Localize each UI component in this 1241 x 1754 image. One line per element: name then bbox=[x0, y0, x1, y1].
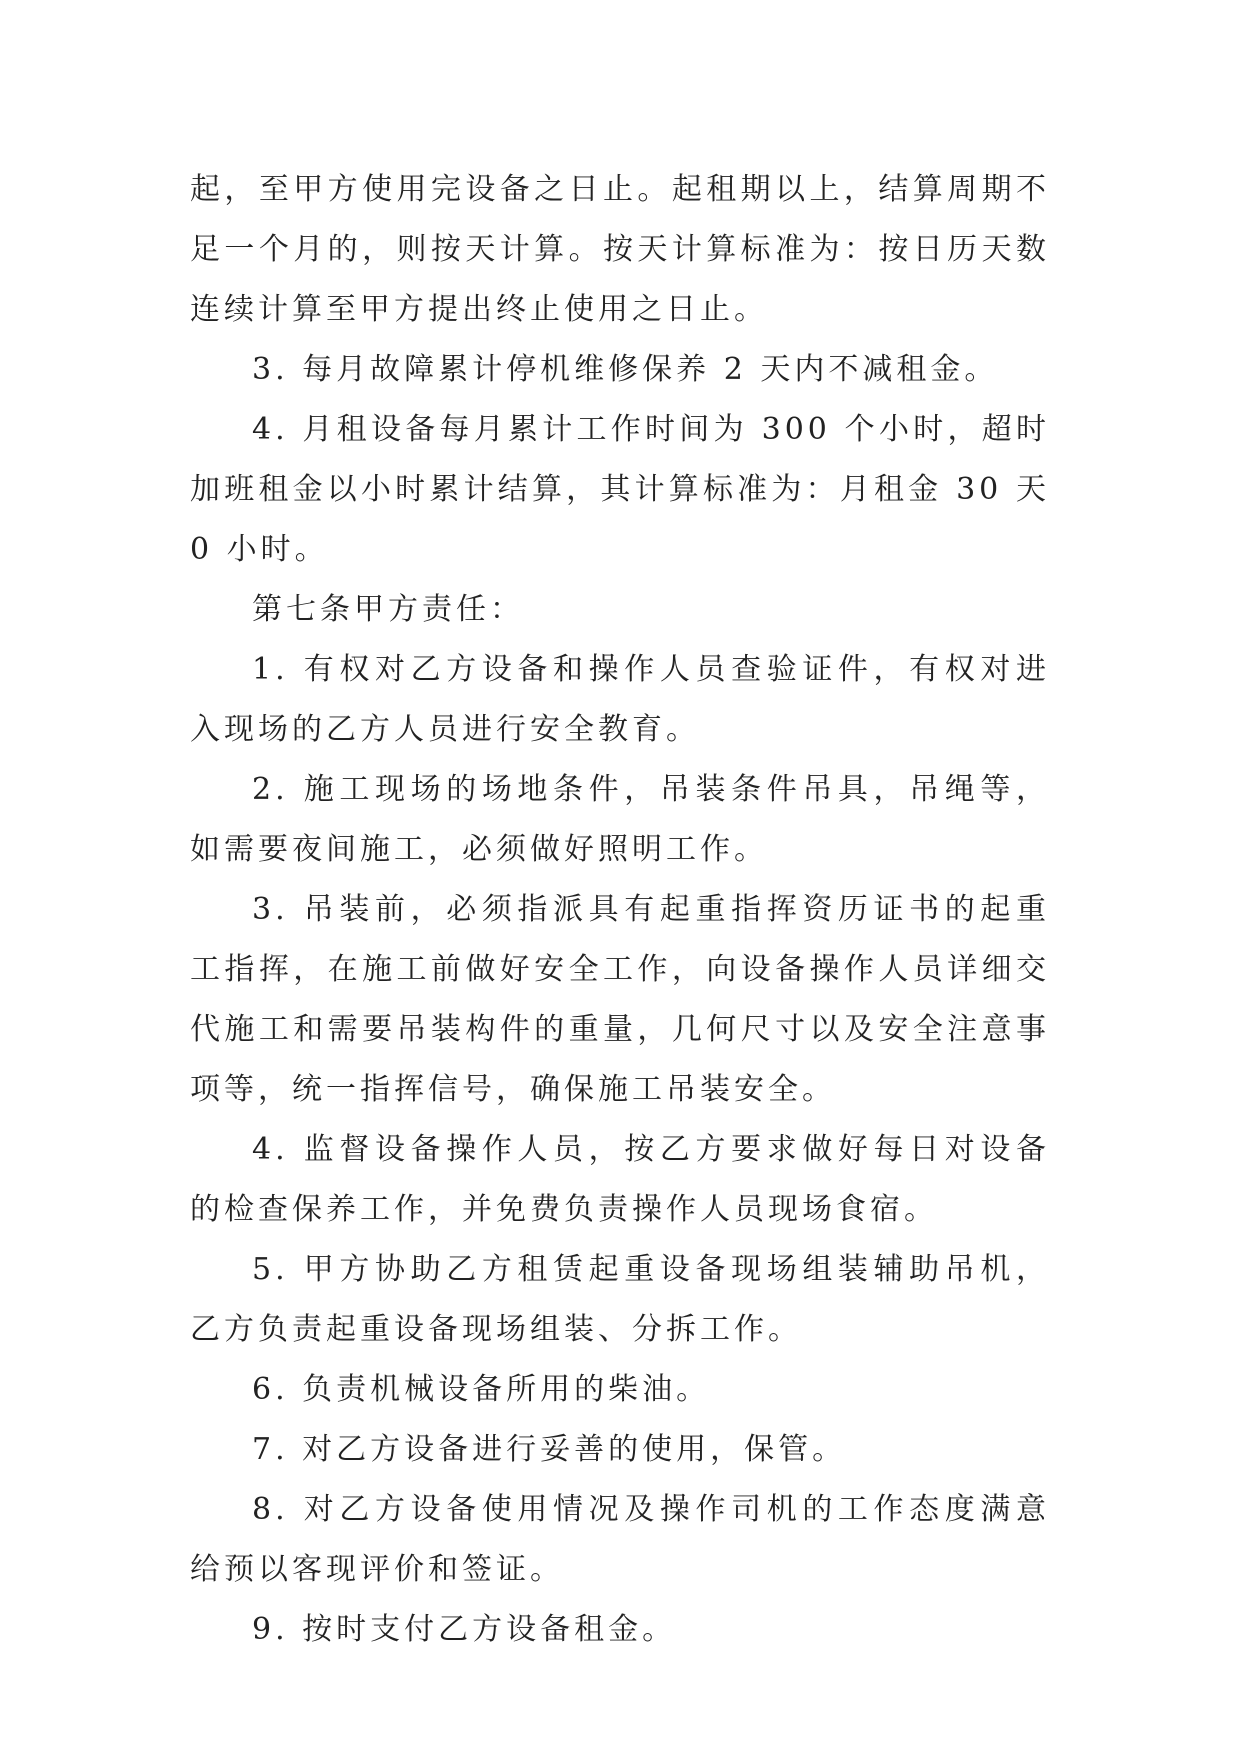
paragraph-duty-8: 8. 对乙方设备使用情况及操作司机的工作态度满意给预以客现评价和签证。 bbox=[190, 1492, 1050, 1587]
paragraph-item-4: 4. 月租设备每月累计工作时间为 300 个小时，超时加班租金以小时累计结算，其计算标准为：月租金 30 天 0 小时。 bbox=[190, 412, 1050, 567]
paragraph-duty-3: 3. 吊装前，必须指派具有起重指挥资历证书的起重工指挥，在施工前做好安全工作，向设备操作人员详细交代施工和需要吊装构件的重量，几何尺寸以及安全注意事项等，统一指挥信号，确保施工吊装安全。 bbox=[190, 892, 1050, 1107]
paragraph-duty-1: 1. 有权对乙方设备和操作人员查验证件，有权对进入现场的乙方人员进行安全教育。 bbox=[190, 652, 1050, 747]
paragraph-duty-7: 7. 对乙方设备进行妥善的使用，保管。 bbox=[252, 1432, 847, 1467]
paragraph-duty-9: 9. 按时支付乙方设备租金。 bbox=[252, 1612, 677, 1647]
section-heading-article-7: 第七条甲方责任： bbox=[252, 592, 524, 627]
paragraph-item-3: 3. 每月故障累计停机维修保养 2 天内不减租金。 bbox=[252, 352, 999, 387]
paragraph-continuation: 起，至甲方使用完设备之日止。起租期以上，结算周期不足一个月的，则按天计算。按天计算标准为：按日历天数连续计算至甲方提出终止使用之日止。 bbox=[190, 172, 1050, 327]
paragraph-duty-4: 4. 监督设备操作人员，按乙方要求做好每日对设备的检查保养工作，并免费负责操作人员现场食宿。 bbox=[190, 1132, 1050, 1227]
paragraph-duty-6: 6. 负责机械设备所用的柴油。 bbox=[252, 1372, 711, 1407]
paragraph-duty-2: 2. 施工现场的场地条件，吊装条件吊具，吊绳等，如需要夜间施工，必须做好照明工作。 bbox=[190, 772, 1050, 867]
document-body bbox=[190, 160, 1050, 1660]
paragraph-duty-5: 5. 甲方协助乙方租赁起重设备现场组装辅助吊机，乙方负责起重设备现场组装、分拆工作。 bbox=[190, 1252, 1050, 1347]
